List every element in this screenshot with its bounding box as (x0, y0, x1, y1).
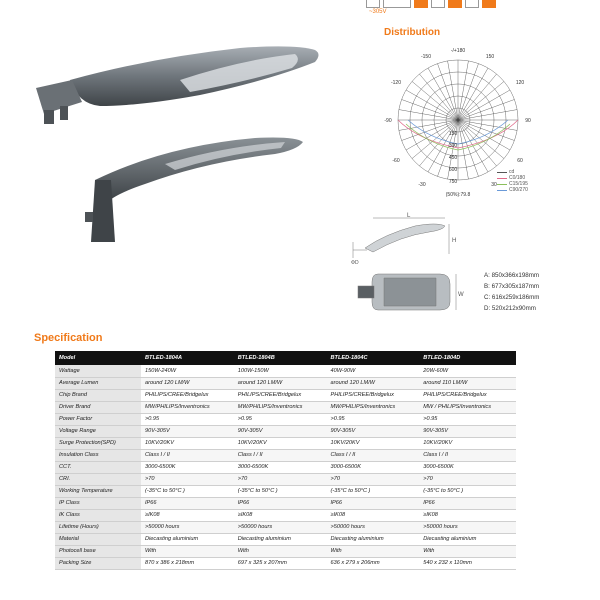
table-cell: 636 x 279 x 206mm (327, 557, 420, 569)
table-cell: PHILIPS/CREE/Bridgelux (419, 389, 516, 401)
table-cell: >50000 hours (234, 521, 327, 533)
table-cell: 3000-6500K (234, 461, 327, 473)
table-row (55, 509, 516, 521)
table-cell: Class I / II (141, 449, 234, 461)
radial-label: 300 (448, 143, 458, 149)
table-cell: >70 (419, 473, 516, 485)
legend-entry: C0/180 (497, 175, 528, 181)
table-row (55, 413, 516, 425)
table-row (55, 521, 516, 533)
row-label: Photocell base (55, 545, 141, 557)
table-cell: 10KV/20KV (141, 437, 234, 449)
row-label: CCT. (55, 461, 141, 473)
legend-entry: C15/195 (497, 181, 528, 187)
legend-swatch (497, 190, 507, 191)
angle-label: 30 (491, 182, 497, 188)
table-row (55, 437, 516, 449)
street-light-image-front (30, 40, 330, 135)
row-label: Wattage (55, 365, 141, 377)
table-cell: MW / PHILIPS/Inventronics (419, 401, 516, 413)
legend-swatch (497, 172, 507, 173)
table-cell: Class I / II (419, 449, 516, 461)
length-label: L (407, 213, 411, 219)
polar-spokes (398, 60, 518, 180)
column-header: Model (55, 351, 141, 365)
table-cell: (-35°C to 50°C ) (327, 485, 420, 497)
dimension-item: A: 850x366x198mm (484, 272, 540, 279)
top-dimension-drawing (350, 268, 465, 318)
table-header-row (55, 351, 516, 365)
angle-label: 150 (485, 54, 495, 60)
table-row (55, 497, 516, 509)
angle-label: 120 (515, 80, 525, 86)
angle-label: -/+180 (450, 48, 466, 54)
table-cell: IP66 (234, 497, 327, 509)
specification-table (55, 351, 516, 570)
table-cell: With (419, 545, 516, 557)
table-cell: 10KV/20KV (419, 437, 516, 449)
table-row (55, 365, 516, 377)
table-cell: >0.95 (327, 413, 420, 425)
table-cell: With (327, 545, 420, 557)
table-row (55, 473, 516, 485)
cert-icon (431, 0, 445, 8)
table-row (55, 449, 516, 461)
table-cell: 3000-6500K (419, 461, 516, 473)
table-body (55, 365, 516, 569)
table-row (55, 461, 516, 473)
cert-icon (414, 0, 428, 8)
table-cell: 40W-90W (327, 365, 420, 377)
radial-label: 450 (448, 155, 458, 161)
table-cell: ≥IK08 (327, 509, 420, 521)
diameter-label: ΦD (351, 260, 359, 266)
legend-entry: cd (497, 169, 528, 175)
table-cell: ≥IK08 (141, 509, 234, 521)
table-cell: IP66 (141, 497, 234, 509)
table-cell: 90V-305V (234, 425, 327, 437)
table-cell: MW/PHILIPS/Inventronics (234, 401, 327, 413)
cert-icon (383, 0, 411, 8)
table-cell: Diecasting aluminium (234, 533, 327, 545)
angle-label: -30 (418, 182, 426, 188)
dimension-item: D: 520x212x90mm (484, 305, 536, 312)
row-label: Voltage Range (55, 425, 141, 437)
row-label: Driver Brand (55, 401, 141, 413)
table-cell: >50000 hours (141, 521, 234, 533)
row-label: IP Class (55, 497, 141, 509)
table-cell: 870 x 386 x 218mm (141, 557, 234, 569)
table-cell: around 110 LM/W (419, 377, 516, 389)
cert-icon (465, 0, 479, 8)
table-cell: 10KV/20KV (327, 437, 420, 449)
table-cell: >0.95 (419, 413, 516, 425)
table-cell: ≥IK08 (419, 509, 516, 521)
table-cell: IP66 (419, 497, 516, 509)
angle-label: 90 (525, 118, 531, 124)
voltage-badge: ~305V (366, 0, 380, 8)
dimension-list (484, 270, 539, 314)
height-label: H (452, 238, 457, 244)
row-label: Chip Brand (55, 389, 141, 401)
radial-label: 750 (448, 179, 458, 185)
width-label: W (458, 292, 464, 298)
table-cell: With (141, 545, 234, 557)
table-row (55, 425, 516, 437)
table-cell: 150W-240W (141, 365, 234, 377)
row-label: Insulation Class (55, 449, 141, 461)
table-row (55, 557, 516, 569)
dimension-item: B: 677x305x187mm (484, 283, 540, 290)
legend-swatch (497, 178, 507, 179)
table-cell: >0.95 (141, 413, 234, 425)
specification-title: Specification (34, 332, 103, 344)
table-cell: PHILIPS/CREE/Bridgelux (327, 389, 420, 401)
table-row (55, 377, 516, 389)
table-cell: 90V-305V (141, 425, 234, 437)
dimension-item: C: 616x259x186mm (484, 294, 540, 301)
table-cell: 3000-6500K (141, 461, 234, 473)
row-label: Material (55, 533, 141, 545)
table-cell: >70 (327, 473, 420, 485)
table-cell: (-35°C to 50°C ) (141, 485, 234, 497)
table-cell: With (234, 545, 327, 557)
table-cell: Diecasting aluminium (419, 533, 516, 545)
table-cell: IP66 (327, 497, 420, 509)
table-cell: ≥IK08 (234, 509, 327, 521)
row-label: Surge Protection(SPD) (55, 437, 141, 449)
table-cell: 90V-305V (327, 425, 420, 437)
angle-label: -150 (420, 54, 432, 60)
table-cell: 90V-305V (419, 425, 516, 437)
table-cell: 540 x 232 x 110mm (419, 557, 516, 569)
angle-label: -90 (384, 118, 392, 124)
street-light-image-side (85, 132, 310, 247)
table-row (55, 389, 516, 401)
table-cell: Diecasting aluminium (141, 533, 234, 545)
table-cell: around 120 LM/W (234, 377, 327, 389)
table-row (55, 401, 516, 413)
table-cell: Diecasting aluminium (327, 533, 420, 545)
table-cell: 20W-60W (419, 365, 516, 377)
column-header: BTLED-1804A (141, 351, 234, 365)
table-cell: >50000 hours (419, 521, 516, 533)
table-row (55, 545, 516, 557)
table-cell: 697 x 325 x 207mm (234, 557, 327, 569)
table-cell: around 120 LM/W (327, 377, 420, 389)
table-cell: >70 (234, 473, 327, 485)
row-label: CRI. (55, 473, 141, 485)
table-cell: >70 (141, 473, 234, 485)
certification-strip (366, 0, 496, 15)
distribution-title: Distribution (384, 27, 441, 38)
radial-label: 600 (448, 167, 458, 173)
table-cell: (-35°C to 50°C ) (419, 485, 516, 497)
table-cell: around 120 LM/W (141, 377, 234, 389)
radial-label: 150 (448, 131, 458, 137)
table-cell: PHILIPS/CREE/Bridgelux (234, 389, 327, 401)
table-row (55, 533, 516, 545)
table-cell: MW/PHILIPS/Inventronics (327, 401, 420, 413)
row-label: Lifetime (Hours) (55, 521, 141, 533)
cert-icon (482, 0, 496, 8)
row-label: Working Temperature (55, 485, 141, 497)
angle-label: -60 (392, 158, 400, 164)
distribution-legend (497, 169, 528, 193)
table-cell: (-35°C to 50°C ) (234, 485, 327, 497)
column-header: BTLED-1804B (234, 351, 327, 365)
angle-label: 60 (517, 158, 523, 164)
row-label: IK Class (55, 509, 141, 521)
table-cell: Class I / II (234, 449, 327, 461)
table-cell: PHILIPS/CREE/Bridgelux (141, 389, 234, 401)
table-cell: 100W-150W (234, 365, 327, 377)
table-cell: 3000-6500K (327, 461, 420, 473)
row-label: Power Factor (55, 413, 141, 425)
table-cell: MW/PHILIPS/Inventronics (141, 401, 234, 413)
table-cell: >50000 hours (327, 521, 420, 533)
angle-label: -120 (390, 80, 402, 86)
table-cell: >0.95 (234, 413, 327, 425)
cert-icon (448, 0, 462, 8)
row-label: Average Lumen (55, 377, 141, 389)
table-cell: Class I / II (327, 449, 420, 461)
legend-swatch (497, 184, 507, 185)
table-cell: 10KV/20KV (234, 437, 327, 449)
row-label: Packing Size (55, 557, 141, 569)
table-row (55, 485, 516, 497)
legend-entry: C90/270 (497, 187, 528, 193)
side-dimension-drawing (345, 212, 465, 268)
column-header: BTLED-1804D (419, 351, 516, 365)
center-value-label: (50%):79.8 (445, 192, 471, 198)
column-header: BTLED-1804C (327, 351, 420, 365)
